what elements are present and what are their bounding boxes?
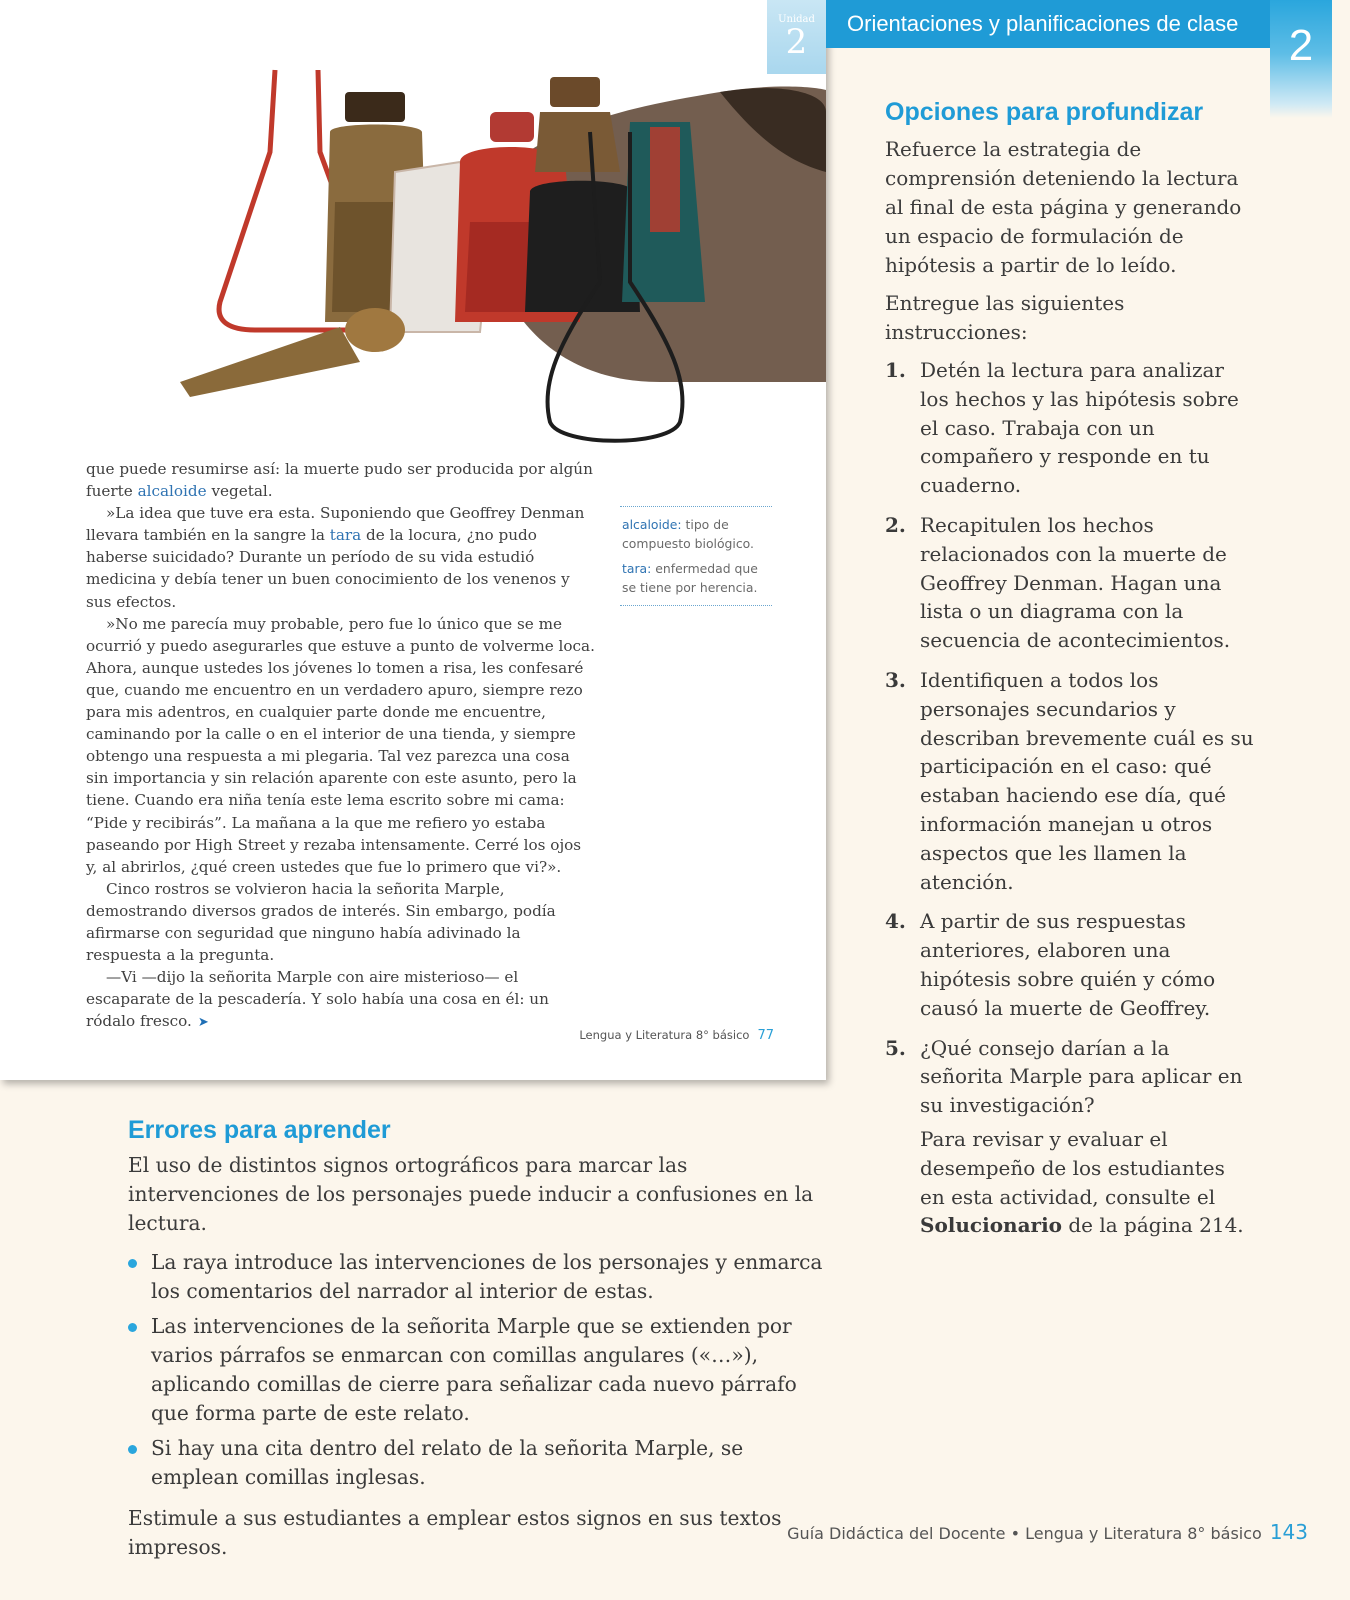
instruction-item [885, 511, 1255, 655]
solucionario-reference: Solucionario [920, 1213, 1063, 1238]
bullet-dot-icon [128, 1323, 137, 1332]
errors-section [128, 1116, 828, 1562]
instruction-item [885, 666, 1255, 896]
errors-bullet-list [128, 1248, 828, 1492]
page-number: 143 [1269, 1520, 1308, 1544]
glossary-box [620, 506, 772, 606]
glossary-link-tara: tara [329, 526, 362, 545]
instruction-item [885, 907, 1255, 1022]
bullet-text: Las intervenciones de la señorita Marple que se extienden por varios párrafos se enmarcan con comillas angulares («…»), aplicando comillas de cierre para señalizar cada nuevo párrafo que forma parte de este relato. [151, 1314, 797, 1425]
deepen-intro: Refuerce la estrategia de comprensión deteniendo la lectura al final de esta página y generando un espacio de formulación de hipótesis a partir de lo leído. [885, 137, 1242, 277]
glossary-entry [622, 515, 770, 553]
story-text [86, 458, 596, 1034]
story-paragraph: Cinco rostros se volvieron hacia la señorita Marple, demostrando diversos grados de interés. Sin embargo, podía afirmarse con seguridad que ninguno había adivinado la respuesta a la pregunta. [86, 879, 556, 965]
note-text: Para revisar y evaluar el desempeño de los estudiantes en esta actividad, consulte el [920, 1126, 1225, 1209]
story-text-span: que puede resumirse así: la muerte pudo ser producida por algún fuerte [86, 460, 593, 501]
errors-title: Errores para aprender [128, 1116, 391, 1144]
glossary-definition: enfermedad que se tiene por herencia. [622, 561, 758, 595]
errors-intro: El uso de distintos signos ortográficos para marcar las intervenciones de los personajes puede inducir a confusiones en la lectura. [128, 1153, 814, 1235]
bullet-text: La raya introduce las intervenciones de los personajes y enmarca los comentarios del narrador al interior de estas. [151, 1250, 823, 1303]
unit-tab-number: 2 [785, 22, 808, 62]
deepen-section [885, 98, 1255, 1260]
footer-text: Guía Didáctica del Docente • Lengua y Literatura 8° básico [787, 1524, 1262, 1543]
bullet-item [128, 1434, 828, 1492]
item-number: 4. [885, 909, 906, 934]
item-number: 3. [885, 667, 906, 692]
story-paragraph [86, 966, 596, 1034]
story-paragraph: »No me parecía muy probable, pero fue lo único que se me ocurrió y puedo asegurarles que estuve a punto de volverme loca. Ahora, aunque ustedes los jóvenes lo tomen a risa, les confesaré que, cuando me encuentro en un verdadero apuro, siempre rezo para mis adentros, en cualquier parte donde me encuentre, caminando por la calle o en el interior de una tienda, y siempre obtengo una respuesta a mi plegaria. Tal vez parezca una cosa sin importancia y sin relación aparente con este asunto, pero la tiene. Cuando era niña tenía este lema escrito sobre mi cama: “Pide y recibirás”. La mañana a la que me refiero yo estaba paseando por High Street y rezaba intensamente. Cerré los ojos y, al abrirlos, ¿qué creen ustedes que fue lo primero que vi?». [86, 614, 595, 876]
book-page-number: 77 [757, 1028, 774, 1043]
glossary-term: alcaloide: [622, 517, 682, 532]
item-text: Identifiquen a todos los personajes secundarios y describan brevemente cuál es su participación en el caso: qué estaban haciendo ese día, qué información manejan u otros aspectos que les llamen la atención. [920, 667, 1254, 894]
unit-badge [1270, 0, 1332, 118]
item-number: 1. [885, 358, 906, 382]
section-header-title: Orientaciones y planificaciones de clase [847, 11, 1239, 36]
deepen-title: Opciones para profundizar [885, 98, 1204, 126]
instructions-label: Entregue las siguientes instrucciones: [885, 291, 1125, 344]
story-paragraph [86, 502, 596, 612]
item-text: A partir de sus respuestas anteriores, elaboren una hipótesis sobre quién y cómo causó la muerte de Geoffrey. [920, 909, 1216, 1020]
student-book-page [0, 0, 826, 1080]
book-footer-text: Lengua y Literatura 8° básico [579, 1028, 750, 1042]
note-text: de la página 214. [1062, 1213, 1244, 1238]
story-text-span: »La idea que tuve era esta. Suponiendo que Geoffrey Denman llevara también en la sangre la [86, 504, 585, 545]
glossary-entry [622, 559, 770, 597]
illustration-bottles-icon [160, 52, 826, 462]
unit-badge-number: 2 [1288, 21, 1314, 70]
bullet-text: Si hay una cita dentro del relato de la señorita Marple, se emplean comillas inglesas. [151, 1436, 744, 1489]
story-text-span: —Vi —dijo la señorita Marple con aire misterioso— el escaparate de la pescadería. Y solo había una cosa en él: un ródalo fresco. [86, 968, 549, 1031]
item-number: 5. [885, 1035, 906, 1060]
instruction-item [885, 356, 1255, 500]
story-paragraph [86, 458, 596, 502]
bullet-dot-icon [128, 1445, 137, 1454]
unit-tab-label: Unidad [778, 14, 815, 25]
instruction-item [885, 1034, 1255, 1120]
glossary-link-alcaloide: alcaloide [137, 482, 207, 501]
glossary-term: tara: [622, 561, 652, 576]
solucionario-note [885, 1125, 1255, 1240]
bullet-item [128, 1312, 828, 1428]
item-text: ¿Qué consejo darían a la señorita Marple para aplicar en su investigación? [920, 1035, 1243, 1118]
unit-tab [767, 0, 826, 74]
glossary-definition: tipo de compuesto biológico. [622, 517, 754, 551]
continue-arrow-icon: ➤ [197, 1015, 209, 1031]
errors-closing: Estimule a sus estudiantes a emplear estos signos en sus textos impresos. [128, 1506, 782, 1559]
item-number: 2. [885, 512, 906, 537]
bullet-item [128, 1248, 828, 1306]
item-text: Recapitulen los hechos relacionados con la muerte de Geoffrey Denman. Hagan una lista o un diagrama con la secuencia de acontecimientos. [920, 512, 1231, 653]
item-text: Detén la lectura para analizar los hechos y las hipótesis sobre el caso. Trabaja con un compañero y responde en tu cuaderno. [920, 358, 1239, 498]
section-header-band [826, 0, 1270, 48]
book-page-footer [560, 1028, 774, 1043]
story-text-span: de la locura, ¿no pudo haberse suicidado? Durante un período de su vida estudió medicina y debía tener un buen conocimiento de los venenos y sus efectos. [86, 526, 570, 611]
page-footer [787, 1520, 1308, 1544]
story-text-span: vegetal. [206, 482, 273, 501]
bullet-dot-icon [128, 1259, 137, 1268]
instructions-list [885, 356, 1255, 1120]
